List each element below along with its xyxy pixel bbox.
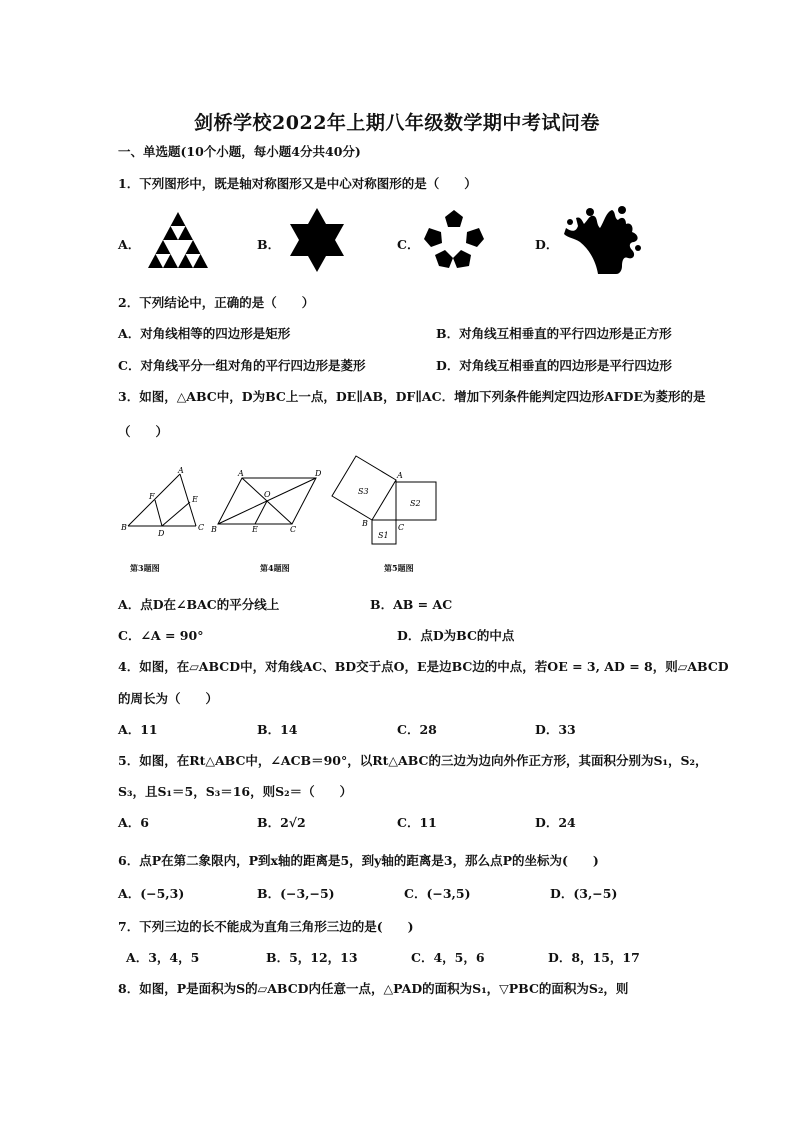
q3-bracket: （ ） xyxy=(118,424,169,439)
q4-option-b: B．14 xyxy=(257,722,298,737)
q8-stem: 8．如图，P是面积为S的▱ABCD内任意一点，△PAD的面积为S₁，▽PBC的面积为S₂，则 xyxy=(118,981,629,996)
q6-option-c: C．(−3,5) xyxy=(404,886,471,901)
fig4-label-b: B xyxy=(211,525,217,534)
q1-label-d: D． xyxy=(535,237,559,252)
q5-option-c: C．11 xyxy=(397,815,437,830)
fig3-label-b: B xyxy=(121,523,127,532)
fig3-label-d: D xyxy=(158,529,165,538)
q1-label-b: B． xyxy=(257,237,281,252)
sierpinski-triangle-icon xyxy=(146,210,210,270)
q5-option-a: A．6 xyxy=(118,815,149,830)
fig5-label-c: C xyxy=(398,523,405,532)
q2-option-b: B．对角线互相垂直的平行四边形是正方形 xyxy=(436,326,672,341)
q2-option-d: D．对角线互相垂直的四边形是平行四边形 xyxy=(436,358,672,373)
q7-option-b: B．5，12，13 xyxy=(266,950,358,965)
fig4-label-o: O xyxy=(264,490,271,499)
fig5-label-s2: S2 xyxy=(410,499,421,508)
fig4-label-d: D xyxy=(315,469,322,478)
q1-label-c: C． xyxy=(397,237,420,252)
six-point-star-icon xyxy=(286,206,348,274)
fig5-caption: 第5题图 xyxy=(384,563,414,573)
fig3-label-f: F xyxy=(149,492,155,501)
fig3-label-e: E xyxy=(192,495,198,504)
q1-stem: 1．下列图形中，既是轴对称图形又是中心对称图形的是（ ） xyxy=(118,176,477,191)
q2-stem: 2．下列结论中，正确的是（ ） xyxy=(118,295,315,310)
q6-option-d: D．(3,−5) xyxy=(550,886,618,901)
fig4-label-c: C xyxy=(290,525,297,534)
fig4-label-a: A xyxy=(238,469,244,478)
q5-stem: 5．如图，在Rt△ABC中，∠ACB＝90°，以Rt△ABC的三边为边向外作正方形，其面积分别为S₁，S₂， xyxy=(118,753,708,768)
figure-q4 xyxy=(208,464,332,540)
fig5-label-b: B xyxy=(362,519,368,528)
q4-option-a: A．11 xyxy=(118,722,158,737)
section-heading: 一、单选题(10个小题，每小题4分共40分) xyxy=(118,144,361,159)
q4-option-c: C．28 xyxy=(397,722,437,737)
q5-option-b: B．2√2 xyxy=(257,815,306,830)
fig3-label-a: A xyxy=(178,466,184,475)
coral-silhouette-icon xyxy=(560,204,642,276)
q3-option-a: A．点D在∠BAC的平分线上 xyxy=(118,597,280,612)
fig3-caption: 第3题图 xyxy=(130,563,160,573)
fig5-label-s1: S1 xyxy=(378,531,389,540)
q6-option-a: A．(−5,3) xyxy=(118,886,185,901)
q4-option-d: D．33 xyxy=(535,722,576,737)
fig4-caption: 第4题图 xyxy=(260,563,290,573)
fig5-label-s3: S3 xyxy=(358,487,369,496)
q1-label-a: A． xyxy=(118,237,141,252)
q7-option-c: C．4，5，6 xyxy=(411,950,485,965)
q6-option-b: B．(−3,−5) xyxy=(257,886,335,901)
q7-stem: 7．下列三边的长不能成为直角三角形三边的是( ) xyxy=(118,919,414,934)
figure-q3 xyxy=(118,464,210,540)
q3-option-c: C．∠A = 90° xyxy=(118,628,204,643)
q2-option-a: A．对角线相等的四边形是矩形 xyxy=(118,326,291,341)
q7-option-d: D．8，15，17 xyxy=(548,950,640,965)
fig5-label-a: A xyxy=(397,471,403,480)
q7-option-a: A．3，4，5 xyxy=(126,950,200,965)
figure-q5 xyxy=(326,452,442,552)
q4-stem: 4．如图，在▱ABCD中，对角线AC、BD交于点O，E是边BC边的中点，若OE = 3, AD = 8，则▱ABCD xyxy=(118,659,729,674)
fig3-label-c: C xyxy=(198,523,205,532)
q3-option-d: D．点D为BC的中点 xyxy=(397,628,515,643)
q3-option-b: B．AB = AC xyxy=(370,597,453,612)
exam-title: 剑桥学校2022年上期八年级数学期中考试问卷 xyxy=(194,112,600,134)
q5-option-d: D．24 xyxy=(535,815,576,830)
q3-stem: 3．如图，△ABC中，D为BC上一点，DE∥AB，DF∥AC．增加下列条件能判定四边形AFDE为菱形的是 xyxy=(118,389,706,404)
q4-stem-continued: 的周长为（ ） xyxy=(118,691,219,706)
q6-stem: 6．点P在第二象限内，P到x轴的距离是5，到y轴的距离是3，那么点P的坐标为( ) xyxy=(118,853,599,868)
q5-stem-continued: S₃，且S₁＝5，S₃＝16，则S₂＝（ ） xyxy=(118,784,353,799)
q2-option-c: C．对角线平分一组对角的平行四边形是菱形 xyxy=(118,358,366,373)
fig4-label-e: E xyxy=(252,525,258,534)
pentagon-flower-icon xyxy=(421,208,487,272)
